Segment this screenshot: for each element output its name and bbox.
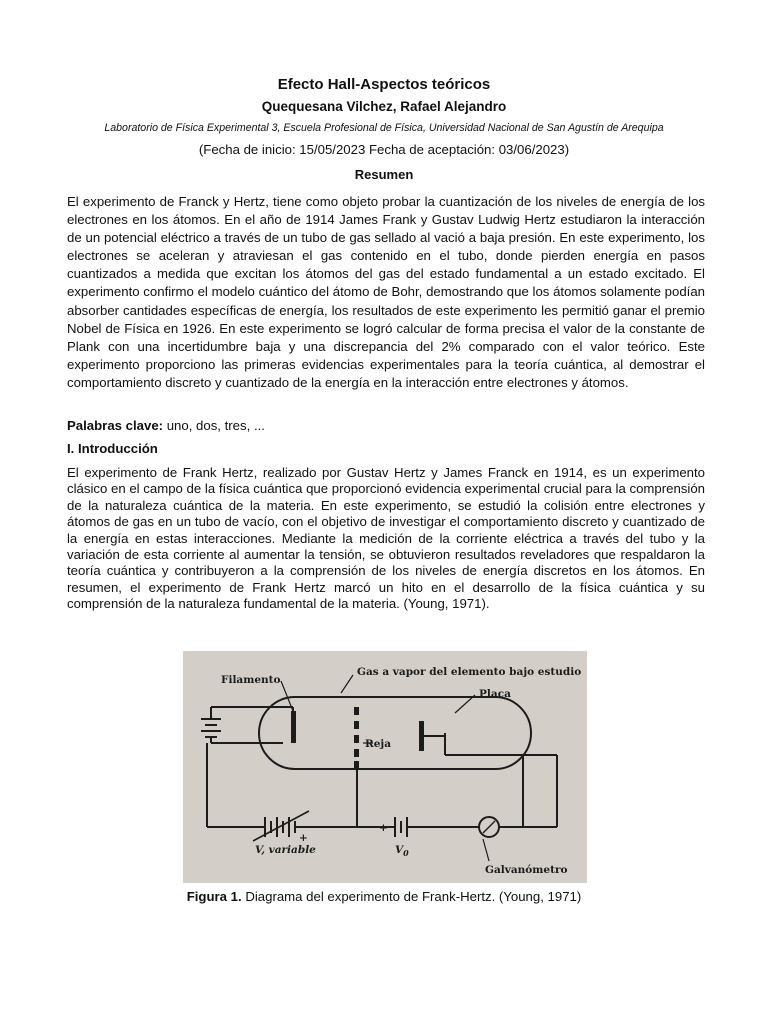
grid-electrode [354,707,359,769]
label-v0-symbol: V [395,844,404,856]
keywords-label: Palabras clave: [67,418,164,433]
vacuum-tube [259,697,531,769]
label-placa: Placa [479,688,511,700]
label-filamento: Filamento [221,674,281,686]
label-v-variable-suffix: , variable [261,844,316,856]
filament-electrode [291,711,296,743]
figure-caption-label: Figura 1. [186,889,242,904]
figure-1-diagram [183,651,587,883]
label-plus-left: + [299,832,308,844]
label-reja: Reja [365,738,392,750]
abstract-text: El experimento de Franck y Hertz, tiene como objeto probar la cuantización de los niveles de energía de los electrones en los átomos. En el año de 1914 James Frank y Gustav Ludwig Hertz estudiaron la interacción de un potencial eléctrico a través de un tubo de gas sellado al vació a baja presión. En este experimento, los electrones se aceleran y atraviesan el gas contenido en el tubo, donde pierden energía en pasos cuantizados a medida que excitan los átomos del gas del estado fundamental a un estado excitado. El experimento confirmo el modelo cuántico del átomo de Bohr, demostrando que los átomos solamente podían absorber cantidades específicas de energía, los resultados de este experimento les permitió ganar el premio Nobel de Física en 1926. En este experimento se logró calcular de forma precisa el valor de la constante de Plank con una incertidumbre baja y una discrepancia del 2% comparado con el valor teórico. Este experimento proporciono las primeras evidencias experimentales para la teoría cuántica, al demostrar el comportamiento discreto y cuantizado de la energía en la interacción entre electrones y átomos. [67,194,705,390]
paper-dates: (Fecha de inicio: 15/05/2023 Fecha de aceptación: 03/06/2023) [198,142,570,157]
franck-hertz-circuit-diagram [183,651,587,883]
label-v0-sub: 0 [403,848,409,858]
keywords-values: uno, dos, tres, ... [163,418,265,433]
plate-electrode [419,721,424,751]
label-v-variable [255,844,316,856]
label-plus-right: + [379,822,388,834]
figure-caption [0,889,768,904]
section-heading-introduction: I. Introducción [67,441,158,456]
paper-title: Efecto Hall-Aspectos teóricos [277,76,491,93]
paper-author: Quequesana Vilchez, Rafael Alejandro [261,99,507,114]
introduction-text: El experimento de Frank Hertz, realizado por Gustav Hertz y James Franck en 1914, es un experimento clásico en el campo de la física cuántica que proporcionó evidencia experimental crucial para la comprensión de la naturaleza cuántica de la materia. En este experimento, se estudió la colisión entre electrones y átomos de gas en un tubo de vacío, con el objetivo de investigar el comportamiento discreto y cuantizado de la energía en estas interacciones. Mediante la medición de la corriente eléctrica a través del tubo y la variación de esta corriente al aumentar la tensión, se obtuvieron resultados reveladores que respaldaron la teoría cuántica y contribuyeron a la comprensión de los niveles de energía discretos en los átomos. En resumen, el experimento de Frank Hertz marcó un hito en el desarrollo de la física cuántica y su comprensión de la naturaleza fundamental de la materia. (Young, 1971). [67,465,705,612]
label-v-variable-symbol: V [255,844,262,856]
label-galvanometro: Galvanómetro [485,864,568,876]
label-gas: Gas a vapor del elemento bajo estudio [357,666,582,678]
figure-caption-text: Diagrama del experimento de Frank-Hertz. (Young, 1971) [241,889,582,904]
abstract-heading: Resumen [354,167,414,182]
paper-affiliation: Laboratorio de Física Experimental 3, Escuela Profesional de Física, Universidad Nacional de San Agustín de Arequipa [104,122,664,134]
keywords [67,417,705,434]
label-v0 [395,844,409,858]
